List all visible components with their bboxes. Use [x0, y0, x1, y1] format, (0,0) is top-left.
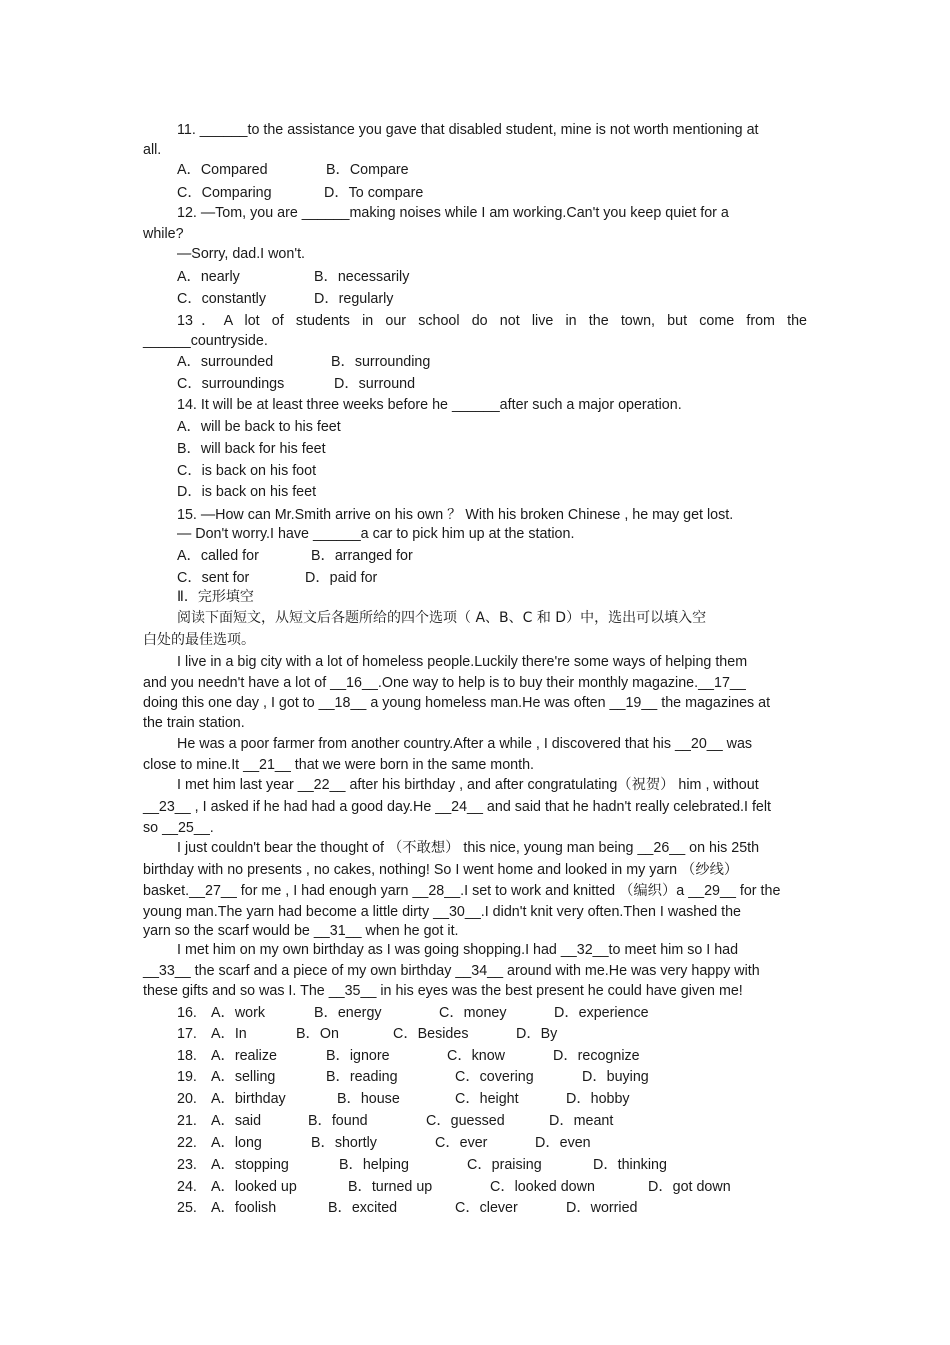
option-c[interactable]: C．know — [447, 1048, 505, 1064]
section-instructions: 阅读下面短文，从短文后各题所给的四个选项（ A、B、C 和 D）中，选出可以填入空 — [177, 610, 707, 626]
option-a[interactable]: A．surrounded — [177, 354, 274, 370]
option-b[interactable]: B．house — [337, 1091, 400, 1107]
passage-line: __23__ , I asked if he had had a good day.He __24__ and said that he hadn't really celebrated.I felt — [143, 799, 772, 815]
passage-line: I met him last year __22__ after his birthday , and after congratulating（祝贺） him , without — [177, 777, 759, 793]
passage-line: I live in a big city with a lot of homeless people.Luckily there're some ways of helping them — [177, 654, 748, 670]
option-b[interactable]: B．necessarily — [314, 269, 410, 285]
option-d[interactable]: D．thinking — [593, 1157, 667, 1173]
option-c[interactable]: C．Comparing — [177, 185, 272, 201]
option-a[interactable]: A．birthday — [211, 1091, 286, 1107]
option-b[interactable]: B．surrounding — [331, 354, 431, 370]
option-a[interactable]: A．will be back to his feet — [177, 419, 341, 435]
question-number: 16. — [177, 1005, 197, 1021]
question-11-stem-cont: all. — [143, 142, 162, 158]
option-a[interactable]: A．realize — [211, 1048, 277, 1064]
passage-line: yarn so the scarf would be __31__ when he got it. — [143, 923, 459, 939]
section-heading: Ⅱ．完形填空 — [177, 589, 254, 605]
option-d[interactable]: D．got down — [648, 1179, 731, 1195]
option-a[interactable]: A．Compared — [177, 162, 268, 178]
option-d[interactable]: D．even — [535, 1135, 591, 1151]
passage-line: basket.__27__ for me , I had enough yarn __28__.I set to work and knitted （编织）a __29__ for the — [143, 883, 781, 899]
option-a[interactable]: A．stopping — [211, 1157, 289, 1173]
passage-line: and you needn't have a lot of __16__.One way to help is to buy their monthly magazine.__17__ — [143, 675, 746, 691]
option-d[interactable]: D．regularly — [314, 291, 394, 307]
option-c[interactable]: C．clever — [455, 1200, 518, 1216]
question-12-stem: 12. —Tom, you are ______making noises while I am working.Can't you keep quiet for a — [177, 205, 729, 221]
option-b[interactable]: B．ignore — [326, 1048, 390, 1064]
option-c[interactable]: C．looked down — [490, 1179, 595, 1195]
question-14-stem: 14. It will be at least three weeks before he ______after such a major operation. — [177, 397, 682, 413]
option-b[interactable]: B．found — [308, 1113, 368, 1129]
passage-line: these gifts and so was I. The __35__ in his eyes was the best present he could have given me! — [143, 983, 743, 999]
option-c[interactable]: C．is back on his foot — [177, 463, 317, 479]
question-11-stem: 11. ______to the assistance you gave that disabled student, mine is not worth mentioning at — [177, 122, 759, 138]
question-number: 22. — [177, 1135, 197, 1151]
option-c[interactable]: C．height — [455, 1091, 519, 1107]
question-number: 20. — [177, 1091, 197, 1107]
option-c[interactable]: C．ever — [435, 1135, 488, 1151]
option-a[interactable]: A．In — [211, 1026, 247, 1042]
question-number: 17. — [177, 1026, 197, 1042]
option-d[interactable]: D．To compare — [324, 185, 424, 201]
option-d[interactable]: D．worried — [566, 1200, 638, 1216]
option-a[interactable]: A．foolish — [211, 1200, 277, 1216]
option-c[interactable]: C．praising — [467, 1157, 542, 1173]
option-d[interactable]: D．experience — [554, 1005, 649, 1021]
passage-line: young man.The yarn had become a little dirty __30__.I didn't knit very often.Then I washed the — [143, 904, 741, 920]
question-number: 19. — [177, 1069, 197, 1085]
option-a[interactable]: A．selling — [211, 1069, 276, 1085]
section-instructions-cont: 白处的最佳选项。 — [143, 632, 255, 648]
option-d[interactable]: D．surround — [334, 376, 416, 392]
question-12-reply: —Sorry, dad.I won't. — [177, 246, 306, 262]
question-number: 24. — [177, 1179, 197, 1195]
question-number: 18. — [177, 1048, 197, 1064]
option-d[interactable]: D．buying — [582, 1069, 649, 1085]
question-15-stem: 15. —How can Mr.Smith arrive on his own ？ With his broken Chinese , he may get lost. — [177, 507, 734, 523]
option-a[interactable]: A．work — [211, 1005, 266, 1021]
option-b[interactable]: B．On — [296, 1026, 339, 1042]
option-d[interactable]: D．meant — [549, 1113, 614, 1129]
option-b[interactable]: B．arranged for — [311, 548, 413, 564]
option-d[interactable]: D．is back on his feet — [177, 484, 317, 500]
option-a[interactable]: A．long — [211, 1135, 262, 1151]
option-c[interactable]: C．money — [439, 1005, 507, 1021]
question-15-reply: — Don't worry.I have ______a car to pick him up at the station. — [177, 526, 575, 542]
question-number: 25. — [177, 1200, 197, 1216]
passage-line: birthday with no presents , no cakes, nothing! So I went home and looked in my yarn （纱线） — [143, 862, 739, 878]
question-number: 23. — [177, 1157, 197, 1173]
option-a[interactable]: A．said — [211, 1113, 262, 1129]
option-b[interactable]: B．shortly — [311, 1135, 377, 1151]
passage-line: the train station. — [143, 715, 245, 731]
option-b[interactable]: B．Compare — [326, 162, 409, 178]
option-c[interactable]: C．covering — [455, 1069, 534, 1085]
question-12-stem-cont: while? — [143, 226, 184, 242]
option-b[interactable]: B．reading — [326, 1069, 398, 1085]
passage-line: I just couldn't bear the thought of （不敢想） this nice, young man being __26__ on his 25th — [177, 840, 760, 856]
option-c[interactable]: C．constantly — [177, 291, 266, 307]
passage-line: I met him on my own birthday as I was going shopping.I had __32__to meet him so I had — [177, 942, 739, 958]
passage-line: __33__ the scarf and a piece of my own birthday __34__ around with me.He was very happy with — [143, 963, 760, 979]
option-d[interactable]: D．By — [516, 1026, 558, 1042]
passage-line: so __25__. — [143, 820, 214, 836]
option-a[interactable]: A．nearly — [177, 269, 240, 285]
option-c[interactable]: C．Besides — [393, 1026, 469, 1042]
passage-line: He was a poor farmer from another country.After a while , I discovered that his __20__ was — [177, 736, 753, 752]
option-b[interactable]: B．helping — [339, 1157, 409, 1173]
option-c[interactable]: C．surroundings — [177, 376, 285, 392]
option-b[interactable]: B．turned up — [348, 1179, 433, 1195]
passage-line: close to mine.It __21__ that we were born in the same month. — [143, 757, 535, 773]
option-d[interactable]: D．paid for — [305, 570, 378, 586]
option-b[interactable]: B．excited — [328, 1200, 398, 1216]
option-c[interactable]: C．sent for — [177, 570, 250, 586]
question-13-stem-cont: ______countryside. — [143, 333, 268, 349]
question-number: 21. — [177, 1113, 197, 1129]
passage-line: doing this one day , I got to __18__ a young homeless man.He was often __19__ the magazines at — [143, 695, 771, 711]
option-b[interactable]: B．energy — [314, 1005, 382, 1021]
option-d[interactable]: D．recognize — [553, 1048, 640, 1064]
option-b[interactable]: B．will back for his feet — [177, 441, 326, 457]
option-c[interactable]: C．guessed — [426, 1113, 505, 1129]
question-13-stem: 13．A lot of students in our school do not live in the town, but come from the — [177, 313, 807, 329]
option-a[interactable]: A．called for — [177, 548, 259, 564]
option-a[interactable]: A．looked up — [211, 1179, 297, 1195]
option-d[interactable]: D．hobby — [566, 1091, 630, 1107]
